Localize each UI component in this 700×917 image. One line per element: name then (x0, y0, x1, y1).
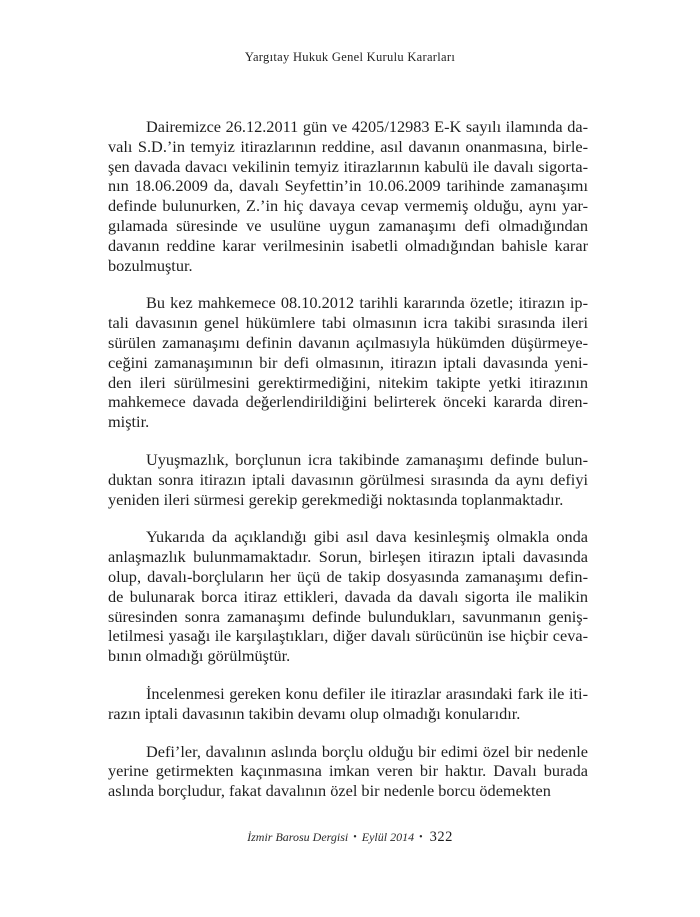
text-line: İncelenmesi gereken konu defiler ile itirazlar arasındaki fark ile iti- (146, 683, 588, 703)
text-line: duktan sonra itirazın iptali davasının görülmesi sırasında da aynı defiyi (108, 469, 588, 489)
footer-page-number: 322 (429, 829, 453, 845)
running-header: Yargıtay Hukuk Genel Kurulu Kararları (244, 50, 456, 64)
paragraph (108, 684, 588, 724)
text-line: mahkemece davada değerlendirildiğini belirterek önceki kararda diren- (108, 392, 588, 412)
text-line: den ileri sürülmesini gerektirmediğini, nitekim takipte yetki itirazının (108, 372, 588, 392)
text-line: davanın reddine karar verilmesinin isabetli olmadığından bahisle karar (108, 235, 588, 255)
text-line: Defi’ler, davalının aslında borçlu olduğu bir edimi özel bir nedenle (146, 741, 588, 761)
text-line: Uyuşmazlık, borçlunun icra takibinde zamanaşımı definde bulun- (146, 449, 588, 469)
text-line: anlaşmazlık bulunmamaktadır. Sorun, birleşen itirazın iptali davasında (108, 547, 588, 567)
footer-issue-date: Eylül 2014 (361, 830, 415, 844)
text-line: sürülen zamanaşımı definin davanın açılmasıyla hükümden düşürmeye- (108, 332, 588, 352)
text-line: gılamada süresinde ve usulüne uygun zamanaşımı defi olmadığından (108, 215, 588, 235)
text-line: de bulunarak borca itiraz ettikleri, davada da davalı sigorta ile malikin (108, 586, 588, 606)
text-line: ceğini zamanaşımının bir defi olmasının, itirazın iptali davasında yeni- (108, 352, 588, 372)
text-line: olup, davalı-borçluların her üçü de takip dosyasında zamanaşımı defin- (108, 566, 588, 586)
text-line: Bu kez mahkemece 08.10.2012 tarihli kararında özetle; itirazın ip- (146, 293, 588, 313)
text-line: tali davasının genel hükümlere tabi olmasının icra takibi sırasında ileri (108, 313, 588, 333)
footer-journal-title: İzmir Barosu Dergisi (247, 830, 349, 844)
text-line: valı S.D.’in temyiz itirazlarının reddine, asıl davanın onanmasına, birle- (108, 136, 588, 156)
footer-bullet-icon: • (419, 832, 423, 843)
text-line: miştir. (108, 412, 150, 432)
text-line: aslında borçludur, fakat davalının özel bir nedenle borcu ödemekten (108, 781, 551, 801)
document-body (108, 117, 588, 819)
text-line: nın 18.06.2009 da, davalı Seyfettin’in 10.06.2009 tarihinde zamanaşımı (108, 176, 588, 196)
text-line: süresinden sonra zamanaşımı definde bulundukları, savunmanın geniş- (108, 606, 588, 626)
text-line: bının olmadığı görülmüştür. (108, 646, 291, 666)
text-line: letilmesi yasağı ile karşılaştıkları, diğer davalı sürücünün ise hiçbir ceva- (108, 626, 588, 646)
paragraph (108, 527, 588, 666)
text-line: Dairemizce 26.12.2011 gün ve 4205/12983 E-K sayılı ilamında da- (146, 117, 588, 136)
text-line: Yukarıda da açıklandığı gibi asıl dava kesinleşmiş olmakla onda (146, 527, 588, 547)
paragraph (108, 450, 588, 509)
footer-bullet-icon: • (353, 832, 357, 843)
text-line: yeniden ileri sürmesi gerekip gerekmediği noktasında toplanmaktadır. (108, 489, 564, 509)
paragraph (108, 742, 588, 801)
paragraph (108, 293, 588, 432)
text-line: definde bulunurken, Z.’in hiç davaya cevap vermemiş olduğu, aynı yar- (108, 196, 588, 216)
text-line: bozulmuştur. (108, 255, 193, 275)
running-footer (0, 829, 700, 846)
text-line: şen davada davacı vekilinin temyiz itirazlarının kabulü ile davalı sigorta- (108, 156, 588, 176)
paragraph (108, 117, 588, 275)
text-line: yerine getirmekten kaçınmasına imkan veren bir haktır. Davalı burada (108, 761, 588, 781)
text-line: razın iptali davasının takibin devamı olup olmadığı konularıdır. (108, 703, 521, 723)
